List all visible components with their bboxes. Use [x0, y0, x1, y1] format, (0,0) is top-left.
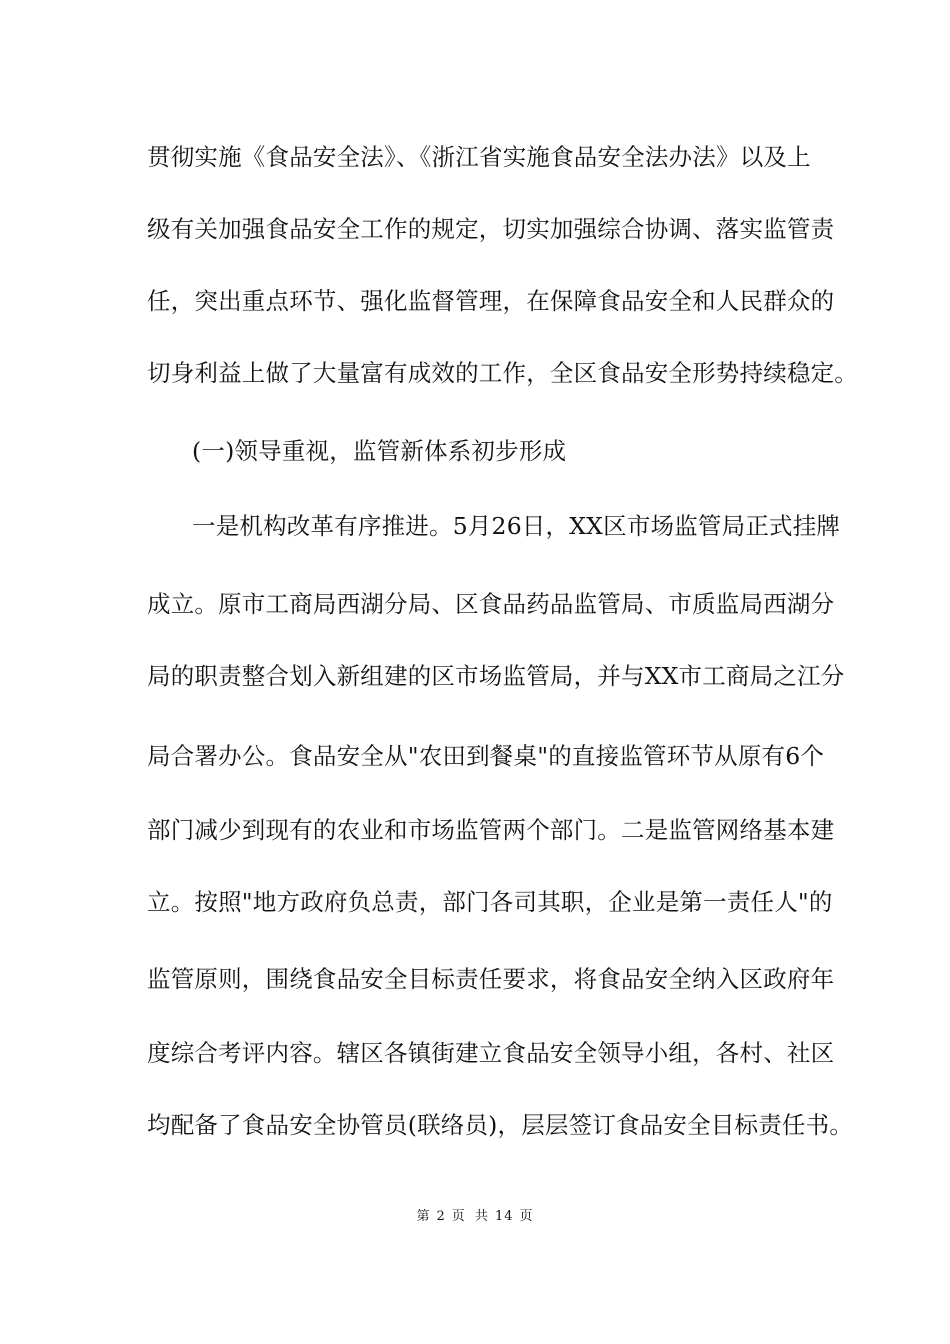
footer-prefix: 第	[416, 1209, 431, 1224]
paragraph-line: 度综合考评内容。辖区各镇街建立食品安全领导小组，各村、社区	[147, 1039, 835, 1067]
paragraph-line: 贯彻实施《食品安全法》、《浙江省实施食品安全法办法》以及上	[147, 143, 811, 171]
paragraph-line: 立。按照"地方政府负总责，部门各司其职，企业是第一责任人"的	[147, 888, 833, 916]
footer-suffix: 页	[519, 1209, 534, 1224]
paragraph-line: 一是机构改革有序推进。5月26日，XX区市场监管局正式挂牌	[192, 512, 841, 540]
paragraph-line: 局合署办公。食品安全从"农田到餐桌"的直接监管环节从原有6个	[147, 742, 825, 770]
footer-middle: 页 共	[451, 1209, 489, 1224]
paragraph-line: 切身利益上做了大量富有成效的工作，全区食品安全形势持续稳定。	[147, 359, 858, 387]
page-footer	[0, 1208, 950, 1226]
footer-total-pages: 14	[494, 1209, 514, 1224]
paragraph-line: 均配备了食品安全协管员(联络员)，层层签订食品安全目标责任书。	[147, 1111, 854, 1139]
paragraph-line: 局的职责整合划入新组建的区市场监管局，并与XX市工商局之江分	[147, 662, 845, 690]
paragraph-line: 级有关加强食品安全工作的规定，切实加强综合协调、落实监管责	[147, 215, 835, 243]
paragraph-line: 部门减少到现有的农业和市场监管两个部门。二是监管网络基本建	[147, 816, 835, 844]
paragraph-line: 监管原则，围绕食品安全目标责任要求，将食品安全纳入区政府年	[147, 965, 835, 993]
paragraph-line: 任，突出重点环节、强化监督管理，在保障食品安全和人民群众的	[147, 287, 835, 315]
paragraph-line: 成立。原市工商局西湖分局、区食品药品监管局、市质监局西湖分	[147, 590, 835, 618]
section-heading: (一)领导重视，监管新体系初步形成	[192, 437, 567, 465]
footer-current-page: 2	[436, 1209, 446, 1224]
